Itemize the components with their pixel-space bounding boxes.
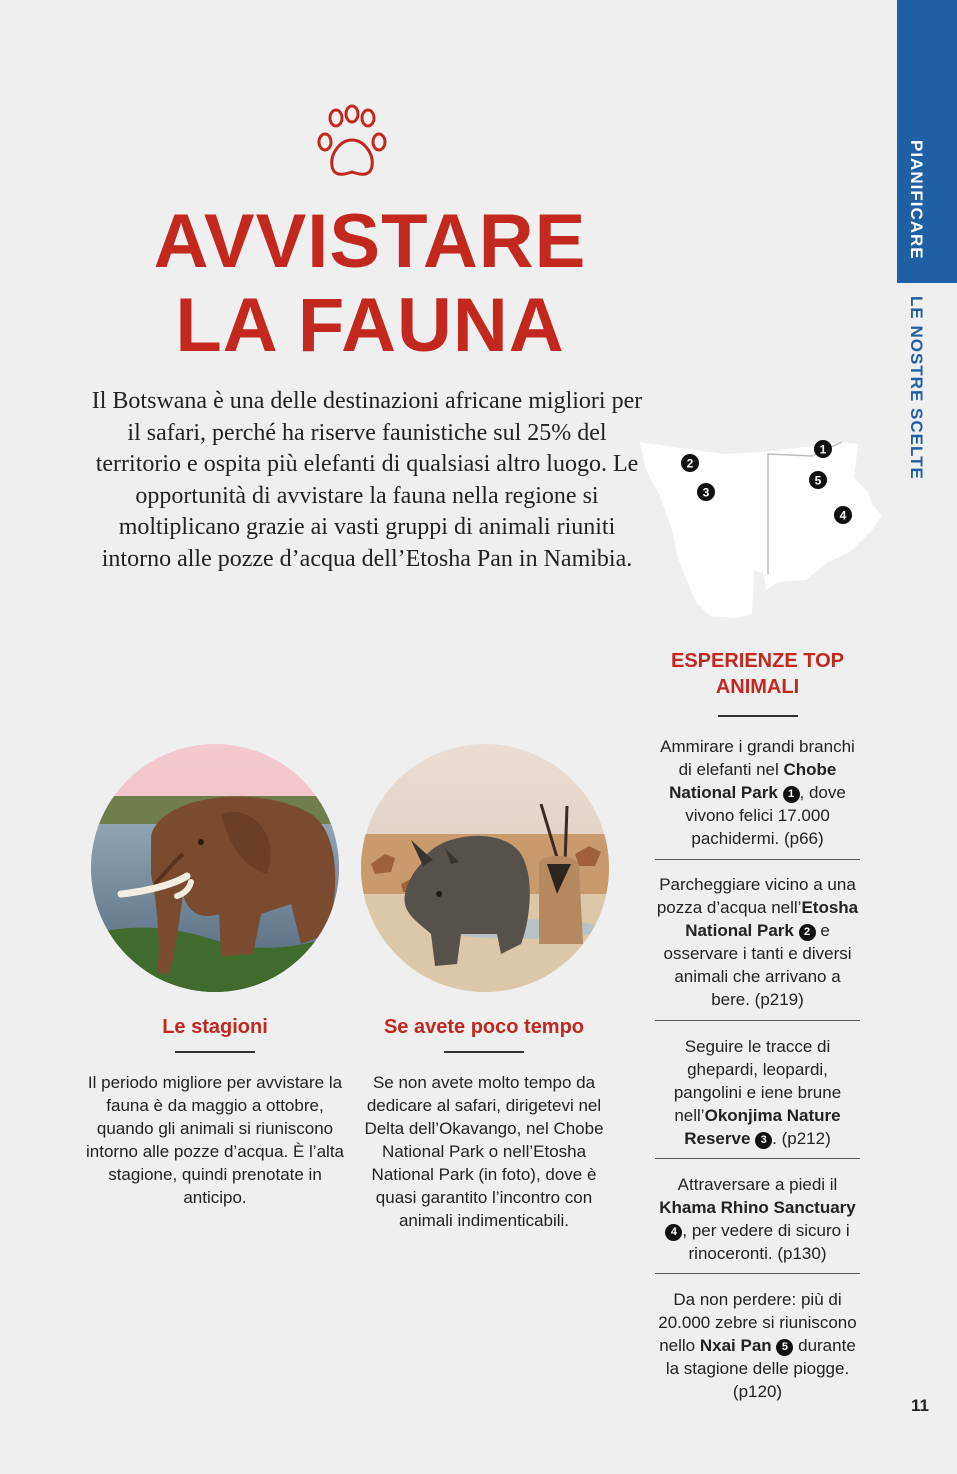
map-marker-4[interactable] — [834, 506, 852, 524]
experience-divider — [655, 1158, 860, 1159]
experience-place-name: Chobe National Park — [669, 760, 837, 802]
seasons-section-title: Le stagioni — [162, 1016, 268, 1038]
experience-place-name: Okonjima Nature Reserve — [684, 1106, 841, 1148]
region-map — [636, 434, 882, 618]
short-time-section-body: Se non avete molto tempo da dedicare al safari, dirigetevi nel Delta dell’Okavango, nel Chobe National Park o nell’Etosha National Park (in foto), dove è quasi garantito l’incontro con animali indimenticabili. — [364, 1073, 604, 1230]
map-marker-label: 4 — [839, 508, 847, 523]
page-number: 11 — [911, 1396, 929, 1415]
number-marker-icon: 5 — [776, 1339, 793, 1356]
section-tab-our-picks[interactable]: LE NOSTRE SCELTE — [907, 296, 926, 480]
experience-text: Ammirare i grandi branchi di elefanti nel — [660, 737, 855, 779]
experience-place-name: Khama Rhino Sanctuary — [659, 1198, 856, 1217]
number-marker-icon: 1 — [783, 786, 800, 803]
page-title — [100, 200, 640, 368]
experience-divider — [655, 859, 860, 860]
experience-divider — [655, 1020, 860, 1021]
experience-text: Seguire le tracce di ghepardi, leopardi, pangolini e iene brune nell’ — [673, 1037, 842, 1125]
map-marker-label: 1 — [819, 442, 827, 457]
seasons-divider — [175, 1051, 255, 1053]
experience-text: Da non perdere: più di 20.000 zebre si riuniscono nello — [658, 1290, 857, 1355]
map-marker-label: 5 — [814, 473, 822, 488]
top-experiences-heading — [655, 648, 860, 700]
heading-divider — [718, 715, 798, 717]
top-experiences-heading-line-2: ANIMALI — [715, 676, 800, 698]
experience-text: e osservare i tanti e diversi animali che arrivano a bere. (p219) — [663, 921, 852, 1009]
top-experiences-heading-line-1: ESPERIENZE TOP — [670, 650, 844, 672]
experience-item-4 — [655, 1173, 860, 1265]
seasons-section-body: Il periodo migliore per avvistare la fauna è da maggio a ottobre, quando gli animali si riuniscono intorno alle pozze d’acqua. È l’alta stagione, quindi prenotate in anticipo. — [86, 1073, 344, 1207]
experience-place-name: Etosha National Park — [685, 898, 859, 940]
experience-text: , dove vivono felici 17.000 pachidermi. (p66) — [685, 783, 846, 848]
intro-paragraph: Il Botswana è una delle destinazioni africane migliori per il safari, perché ha riserve faunistiche sul 25% del territorio e ospita più elefanti di qualsiasi altro luogo. Le opportunità di avvistare la fauna nella regione si moltiplicano grazie ai vasti gruppi di animali riuniti intorno alle pozze d’acqua dell’Etosha Pan in Namibia. — [91, 388, 643, 572]
experience-item-2 — [655, 873, 860, 1011]
elephant-photo — [91, 744, 339, 992]
map-marker-1[interactable] — [814, 440, 832, 458]
section-tab-planning[interactable]: PIANIFICARE — [907, 140, 926, 260]
rhino-oryx-photo — [361, 744, 609, 992]
experience-text: Attraversare a piedi il — [677, 1175, 838, 1194]
experience-divider — [655, 1273, 860, 1274]
map-shape — [640, 442, 882, 618]
number-marker-icon: 4 — [665, 1224, 682, 1241]
experience-text: durante la stagione delle piogge. (p120) — [665, 1336, 856, 1401]
title-line-1: AVVISTARE — [153, 199, 587, 284]
map-marker-label: 2 — [686, 456, 694, 471]
title-line-2: LA FAUNA — [175, 283, 565, 368]
experience-text: , per vedere di sicuro i rinoceronti. (p130) — [682, 1221, 850, 1263]
experience-text: . (p212) — [772, 1129, 831, 1148]
map-marker-2[interactable] — [681, 454, 699, 472]
experience-text: Parcheggiare vicino a una pozza d’acqua nell’ — [656, 875, 856, 917]
experience-place-name: Nxai Pan — [699, 1336, 772, 1355]
experience-item-1 — [655, 735, 860, 850]
map-marker-label: 3 — [702, 485, 710, 500]
paw-print-icon — [314, 104, 390, 184]
number-marker-icon: 3 — [755, 1132, 772, 1149]
map-marker-5[interactable] — [809, 471, 827, 489]
map-marker-3[interactable] — [697, 483, 715, 501]
experience-item-5 — [655, 1288, 860, 1403]
short-time-divider — [444, 1051, 524, 1053]
short-time-section-title: Se avete poco tempo — [383, 1016, 585, 1038]
number-marker-icon: 2 — [799, 924, 816, 941]
experience-item-3 — [655, 1035, 860, 1150]
